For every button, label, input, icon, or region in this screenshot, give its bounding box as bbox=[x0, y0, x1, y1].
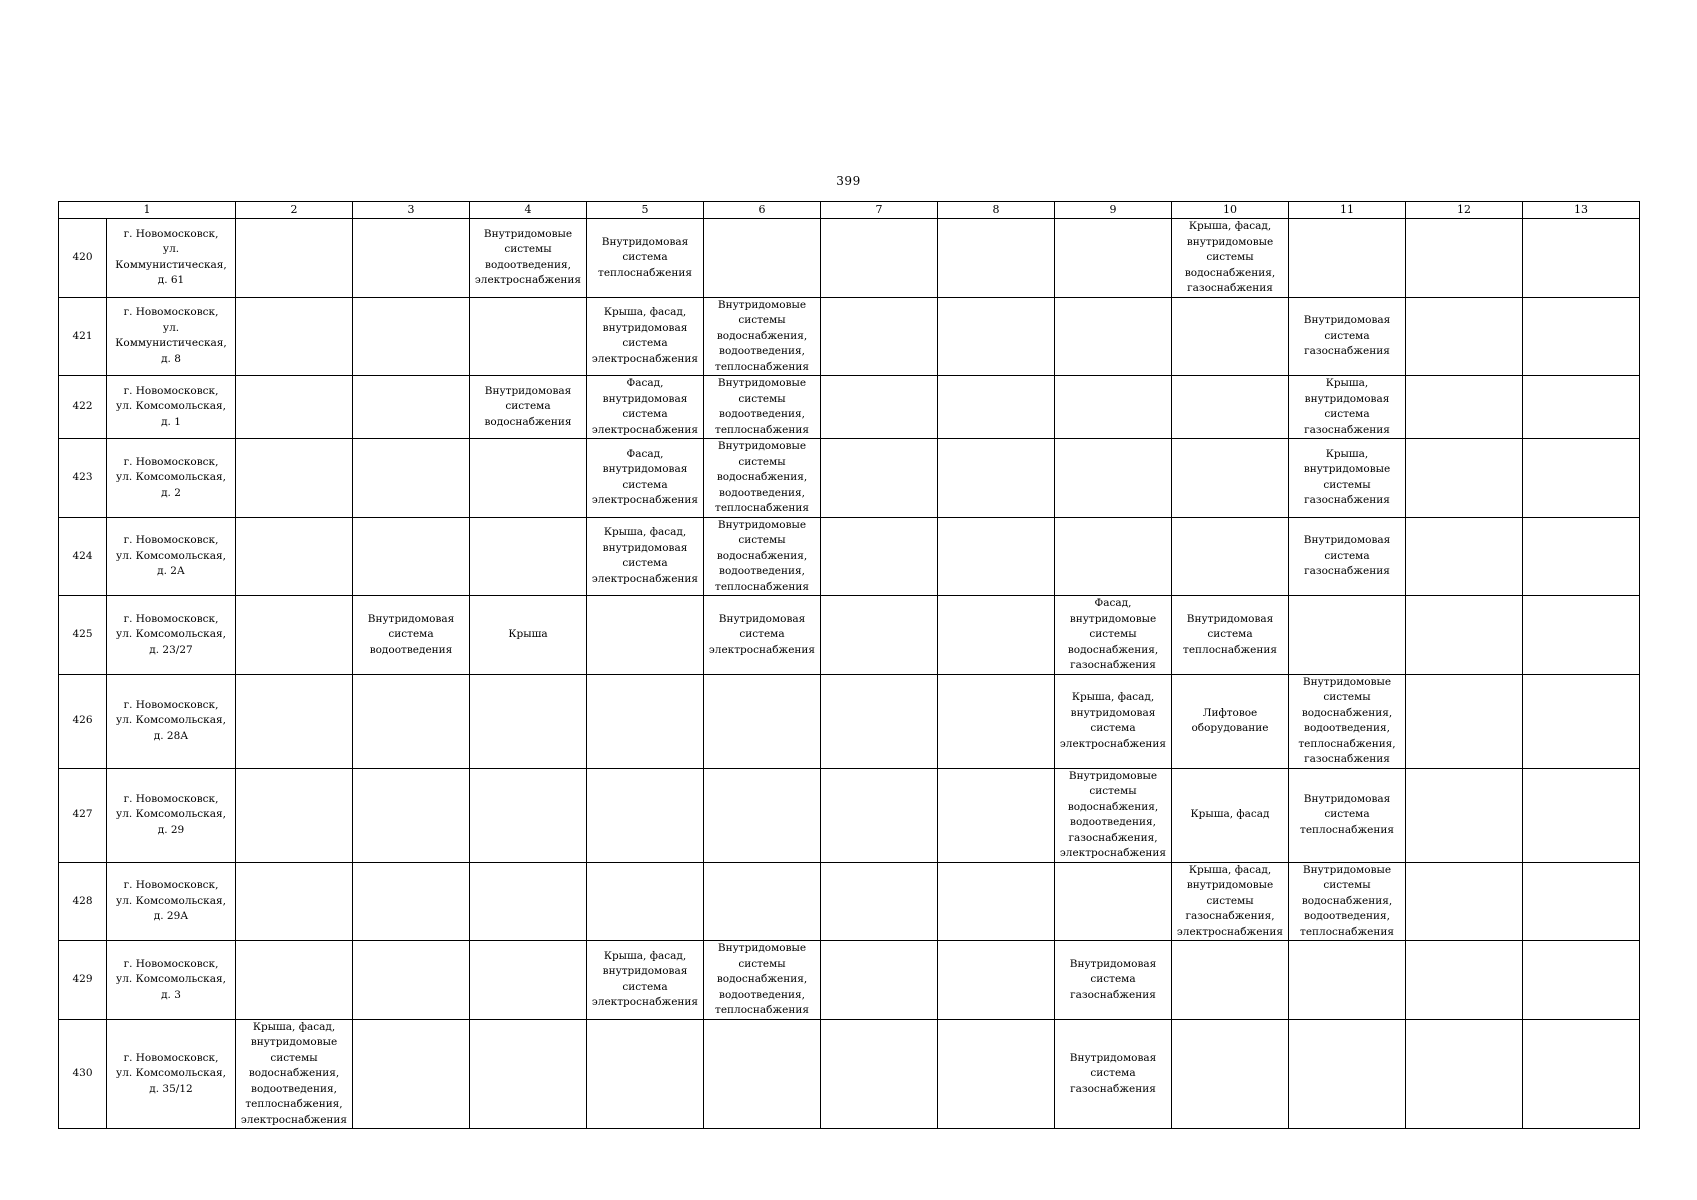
work-cell-col-9: Крыша, фасад, внутридомовая система электроснабжения bbox=[1055, 674, 1172, 768]
address-cell: г. Новомосковск, ул. Комсомольская, д. 28А bbox=[107, 674, 236, 768]
capital-repair-schedule-table bbox=[58, 201, 1640, 1129]
work-cell-col-3 bbox=[353, 768, 470, 862]
work-cell-col-7 bbox=[821, 297, 938, 376]
work-cell-col-7 bbox=[821, 768, 938, 862]
work-cell-col-6 bbox=[704, 674, 821, 768]
work-cell-col-4 bbox=[470, 517, 587, 596]
work-cell-col-2 bbox=[236, 768, 353, 862]
row-number: 423 bbox=[59, 439, 107, 518]
work-cell-col-9 bbox=[1055, 219, 1172, 298]
work-cell-col-3 bbox=[353, 941, 470, 1020]
work-cell-col-10 bbox=[1172, 941, 1289, 1020]
table-row bbox=[59, 439, 1640, 518]
work-cell-col-5 bbox=[587, 1019, 704, 1129]
work-cell-col-9: Внутридомовая система газоснабжения bbox=[1055, 1019, 1172, 1129]
work-cell-col-2 bbox=[236, 596, 353, 675]
work-cell-col-12 bbox=[1406, 517, 1523, 596]
work-cell-col-12 bbox=[1406, 376, 1523, 439]
work-cell-col-5 bbox=[587, 596, 704, 675]
address-cell: г. Новомосковск, ул. Коммунистическая, д. 8 bbox=[107, 297, 236, 376]
work-cell-col-2 bbox=[236, 439, 353, 518]
row-number: 428 bbox=[59, 862, 107, 941]
work-cell-col-11: Внутридомовые системы водоснабжения, водоотведения, теплоснабжения bbox=[1289, 862, 1406, 941]
work-cell-col-3 bbox=[353, 517, 470, 596]
work-cell-col-9: Фасад, внутридомовые системы водоснабжения, газоснабжения bbox=[1055, 596, 1172, 675]
page-number: 399 bbox=[836, 174, 861, 188]
column-header-11: 11 bbox=[1289, 202, 1406, 219]
work-cell-col-3 bbox=[353, 376, 470, 439]
work-cell-col-11 bbox=[1289, 1019, 1406, 1129]
work-cell-col-7 bbox=[821, 674, 938, 768]
work-cell-col-5: Фасад, внутридомовая система электроснабжения bbox=[587, 439, 704, 518]
work-cell-col-8 bbox=[938, 596, 1055, 675]
table-row bbox=[59, 219, 1640, 298]
work-cell-col-3 bbox=[353, 1019, 470, 1129]
work-cell-col-8 bbox=[938, 297, 1055, 376]
work-cell-col-7 bbox=[821, 219, 938, 298]
work-cell-col-4: Крыша bbox=[470, 596, 587, 675]
table-row bbox=[59, 517, 1640, 596]
work-cell-col-10 bbox=[1172, 297, 1289, 376]
work-cell-col-12 bbox=[1406, 297, 1523, 376]
work-cell-col-6: Внутридомовые системы водоснабжения, водоотведения, теплоснабжения bbox=[704, 297, 821, 376]
address-cell: г. Новомосковск, ул. Комсомольская, д. 2 bbox=[107, 439, 236, 518]
work-cell-col-7 bbox=[821, 376, 938, 439]
table-row bbox=[59, 297, 1640, 376]
work-cell-col-3: Внутридомовая система водоотведения bbox=[353, 596, 470, 675]
work-cell-col-13 bbox=[1523, 768, 1640, 862]
column-header-10: 10 bbox=[1172, 202, 1289, 219]
work-cell-col-12 bbox=[1406, 862, 1523, 941]
column-header-2: 2 bbox=[236, 202, 353, 219]
work-cell-col-12 bbox=[1406, 219, 1523, 298]
work-cell-col-5: Крыша, фасад, внутридомовая система электроснабжения bbox=[587, 941, 704, 1020]
work-cell-col-3 bbox=[353, 297, 470, 376]
address-cell: г. Новомосковск, ул. Комсомольская, д. 29А bbox=[107, 862, 236, 941]
work-cell-col-8 bbox=[938, 517, 1055, 596]
work-cell-col-5: Крыша, фасад, внутридомовая система электроснабжения bbox=[587, 297, 704, 376]
address-cell: г. Новомосковск, ул. Комсомольская, д. 35/12 bbox=[107, 1019, 236, 1129]
work-cell-col-6: Внутридомовые системы водоснабжения, водоотведения, теплоснабжения bbox=[704, 941, 821, 1020]
work-cell-col-10: Крыша, фасад, внутридомовые системы газоснабжения, электроснабжения bbox=[1172, 862, 1289, 941]
work-cell-col-5: Внутридомовая система теплоснабжения bbox=[587, 219, 704, 298]
work-cell-col-8 bbox=[938, 1019, 1055, 1129]
work-cell-col-7 bbox=[821, 941, 938, 1020]
work-cell-col-12 bbox=[1406, 596, 1523, 675]
work-cell-col-2 bbox=[236, 219, 353, 298]
column-header-1: 1 bbox=[59, 202, 236, 219]
column-header-9: 9 bbox=[1055, 202, 1172, 219]
column-header-7: 7 bbox=[821, 202, 938, 219]
work-cell-col-7 bbox=[821, 862, 938, 941]
work-cell-col-8 bbox=[938, 768, 1055, 862]
work-cell-col-11 bbox=[1289, 941, 1406, 1020]
work-cell-col-6 bbox=[704, 768, 821, 862]
work-cell-col-6: Внутридомовые системы водоснабжения, водоотведения, теплоснабжения bbox=[704, 517, 821, 596]
work-cell-col-7 bbox=[821, 517, 938, 596]
work-cell-col-2 bbox=[236, 941, 353, 1020]
work-cell-col-12 bbox=[1406, 941, 1523, 1020]
row-number: 427 bbox=[59, 768, 107, 862]
work-cell-col-13 bbox=[1523, 862, 1640, 941]
work-cell-col-4 bbox=[470, 941, 587, 1020]
work-cell-col-2 bbox=[236, 517, 353, 596]
row-number: 420 bbox=[59, 219, 107, 298]
column-header-3: 3 bbox=[353, 202, 470, 219]
work-cell-col-8 bbox=[938, 219, 1055, 298]
work-cell-col-11: Внутридомовая система газоснабжения bbox=[1289, 297, 1406, 376]
work-cell-col-3 bbox=[353, 862, 470, 941]
work-cell-col-13 bbox=[1523, 941, 1640, 1020]
work-cell-col-8 bbox=[938, 941, 1055, 1020]
work-cell-col-4 bbox=[470, 297, 587, 376]
work-cell-col-13 bbox=[1523, 596, 1640, 675]
address-cell: г. Новомосковск, ул. Комсомольская, д. 1 bbox=[107, 376, 236, 439]
work-cell-col-3 bbox=[353, 219, 470, 298]
column-header-8: 8 bbox=[938, 202, 1055, 219]
work-cell-col-11: Внутридомовые системы водоснабжения, водоотведения, теплоснабжения, газоснабжения bbox=[1289, 674, 1406, 768]
work-cell-col-9 bbox=[1055, 862, 1172, 941]
column-header-13: 13 bbox=[1523, 202, 1640, 219]
row-number: 426 bbox=[59, 674, 107, 768]
column-header-12: 12 bbox=[1406, 202, 1523, 219]
work-cell-col-7 bbox=[821, 439, 938, 518]
work-cell-col-11: Крыша, внутридомовые системы газоснабжения bbox=[1289, 439, 1406, 518]
work-cell-col-11: Внутридомовая система газоснабжения bbox=[1289, 517, 1406, 596]
column-header-6: 6 bbox=[704, 202, 821, 219]
row-number: 422 bbox=[59, 376, 107, 439]
work-cell-col-4: Внутридомовая система водоснабжения bbox=[470, 376, 587, 439]
work-cell-col-13 bbox=[1523, 376, 1640, 439]
table-row bbox=[59, 674, 1640, 768]
work-cell-col-13 bbox=[1523, 219, 1640, 298]
work-cell-col-7 bbox=[821, 1019, 938, 1129]
work-cell-col-4 bbox=[470, 768, 587, 862]
row-number: 424 bbox=[59, 517, 107, 596]
work-cell-col-2: Крыша, фасад, внутридомовые системы водоснабжения, водоотведения, теплоснабжения, электроснабжения bbox=[236, 1019, 353, 1129]
work-cell-col-6: Внутридомовые системы водоснабжения, водоотведения, теплоснабжения bbox=[704, 439, 821, 518]
work-cell-col-8 bbox=[938, 674, 1055, 768]
work-cell-col-2 bbox=[236, 376, 353, 439]
work-cell-col-8 bbox=[938, 862, 1055, 941]
work-cell-col-6 bbox=[704, 219, 821, 298]
work-cell-col-5 bbox=[587, 768, 704, 862]
work-cell-col-12 bbox=[1406, 674, 1523, 768]
address-cell: г. Новомосковск, ул. Комсомольская, д. 2А bbox=[107, 517, 236, 596]
work-cell-col-12 bbox=[1406, 768, 1523, 862]
table-row bbox=[59, 596, 1640, 675]
work-cell-col-3 bbox=[353, 674, 470, 768]
work-cell-col-6 bbox=[704, 862, 821, 941]
work-cell-col-11 bbox=[1289, 596, 1406, 675]
work-cell-col-10: Крыша, фасад, внутридомовые системы водоснабжения, газоснабжения bbox=[1172, 219, 1289, 298]
work-cell-col-12 bbox=[1406, 439, 1523, 518]
address-cell: г. Новомосковск, ул. Комсомольская, д. 23/27 bbox=[107, 596, 236, 675]
work-cell-col-4 bbox=[470, 862, 587, 941]
work-cell-col-2 bbox=[236, 297, 353, 376]
row-number: 425 bbox=[59, 596, 107, 675]
work-cell-col-13 bbox=[1523, 297, 1640, 376]
column-header-5: 5 bbox=[587, 202, 704, 219]
table-row bbox=[59, 862, 1640, 941]
work-cell-col-8 bbox=[938, 439, 1055, 518]
address-cell: г. Новомосковск, ул. Комсомольская, д. 3 bbox=[107, 941, 236, 1020]
table-row bbox=[59, 376, 1640, 439]
work-cell-col-3 bbox=[353, 439, 470, 518]
work-cell-col-9 bbox=[1055, 439, 1172, 518]
work-cell-col-5 bbox=[587, 862, 704, 941]
work-cell-col-6: Внутридомовые системы водоотведения, теплоснабжения bbox=[704, 376, 821, 439]
work-cell-col-2 bbox=[236, 674, 353, 768]
work-cell-col-10 bbox=[1172, 517, 1289, 596]
work-cell-col-5 bbox=[587, 674, 704, 768]
work-cell-col-9 bbox=[1055, 297, 1172, 376]
work-cell-col-4 bbox=[470, 674, 587, 768]
table-row bbox=[59, 1019, 1640, 1129]
work-cell-col-10 bbox=[1172, 439, 1289, 518]
work-cell-col-13 bbox=[1523, 439, 1640, 518]
table-body bbox=[59, 219, 1640, 1129]
work-cell-col-7 bbox=[821, 596, 938, 675]
work-cell-col-5: Фасад, внутридомовая система электроснабжения bbox=[587, 376, 704, 439]
table-row bbox=[59, 768, 1640, 862]
work-cell-col-10: Внутридомовая система теплоснабжения bbox=[1172, 596, 1289, 675]
row-number: 429 bbox=[59, 941, 107, 1020]
row-number: 430 bbox=[59, 1019, 107, 1129]
work-cell-col-11 bbox=[1289, 219, 1406, 298]
work-cell-col-9: Внутридомовая система газоснабжения bbox=[1055, 941, 1172, 1020]
work-cell-col-13 bbox=[1523, 1019, 1640, 1129]
row-number: 421 bbox=[59, 297, 107, 376]
work-cell-col-6 bbox=[704, 1019, 821, 1129]
work-cell-col-9 bbox=[1055, 517, 1172, 596]
address-cell: г. Новомосковск, ул. Коммунистическая, д. 61 bbox=[107, 219, 236, 298]
column-number-header-row bbox=[59, 202, 1640, 219]
work-cell-col-9: Внутридомовые системы водоснабжения, водоотведения, газоснабжения, электроснабжения bbox=[1055, 768, 1172, 862]
work-cell-col-4 bbox=[470, 1019, 587, 1129]
work-cell-col-11: Внутридомовая система теплоснабжения bbox=[1289, 768, 1406, 862]
work-cell-col-11: Крыша, внутридомовая система газоснабжения bbox=[1289, 376, 1406, 439]
column-header-4: 4 bbox=[470, 202, 587, 219]
work-cell-col-10 bbox=[1172, 376, 1289, 439]
work-cell-col-13 bbox=[1523, 674, 1640, 768]
work-cell-col-13 bbox=[1523, 517, 1640, 596]
work-cell-col-2 bbox=[236, 862, 353, 941]
work-cell-col-5: Крыша, фасад, внутридомовая система электроснабжения bbox=[587, 517, 704, 596]
table-row bbox=[59, 941, 1640, 1020]
work-cell-col-8 bbox=[938, 376, 1055, 439]
work-cell-col-4 bbox=[470, 439, 587, 518]
address-cell: г. Новомосковск, ул. Комсомольская, д. 29 bbox=[107, 768, 236, 862]
work-cell-col-10 bbox=[1172, 1019, 1289, 1129]
work-cell-col-4: Внутридомовые системы водоотведения, электроснабжения bbox=[470, 219, 587, 298]
work-cell-col-10: Лифтовое оборудование bbox=[1172, 674, 1289, 768]
work-cell-col-12 bbox=[1406, 1019, 1523, 1129]
work-cell-col-9 bbox=[1055, 376, 1172, 439]
work-cell-col-6: Внутридомовая система электроснабжения bbox=[704, 596, 821, 675]
work-cell-col-10: Крыша, фасад bbox=[1172, 768, 1289, 862]
